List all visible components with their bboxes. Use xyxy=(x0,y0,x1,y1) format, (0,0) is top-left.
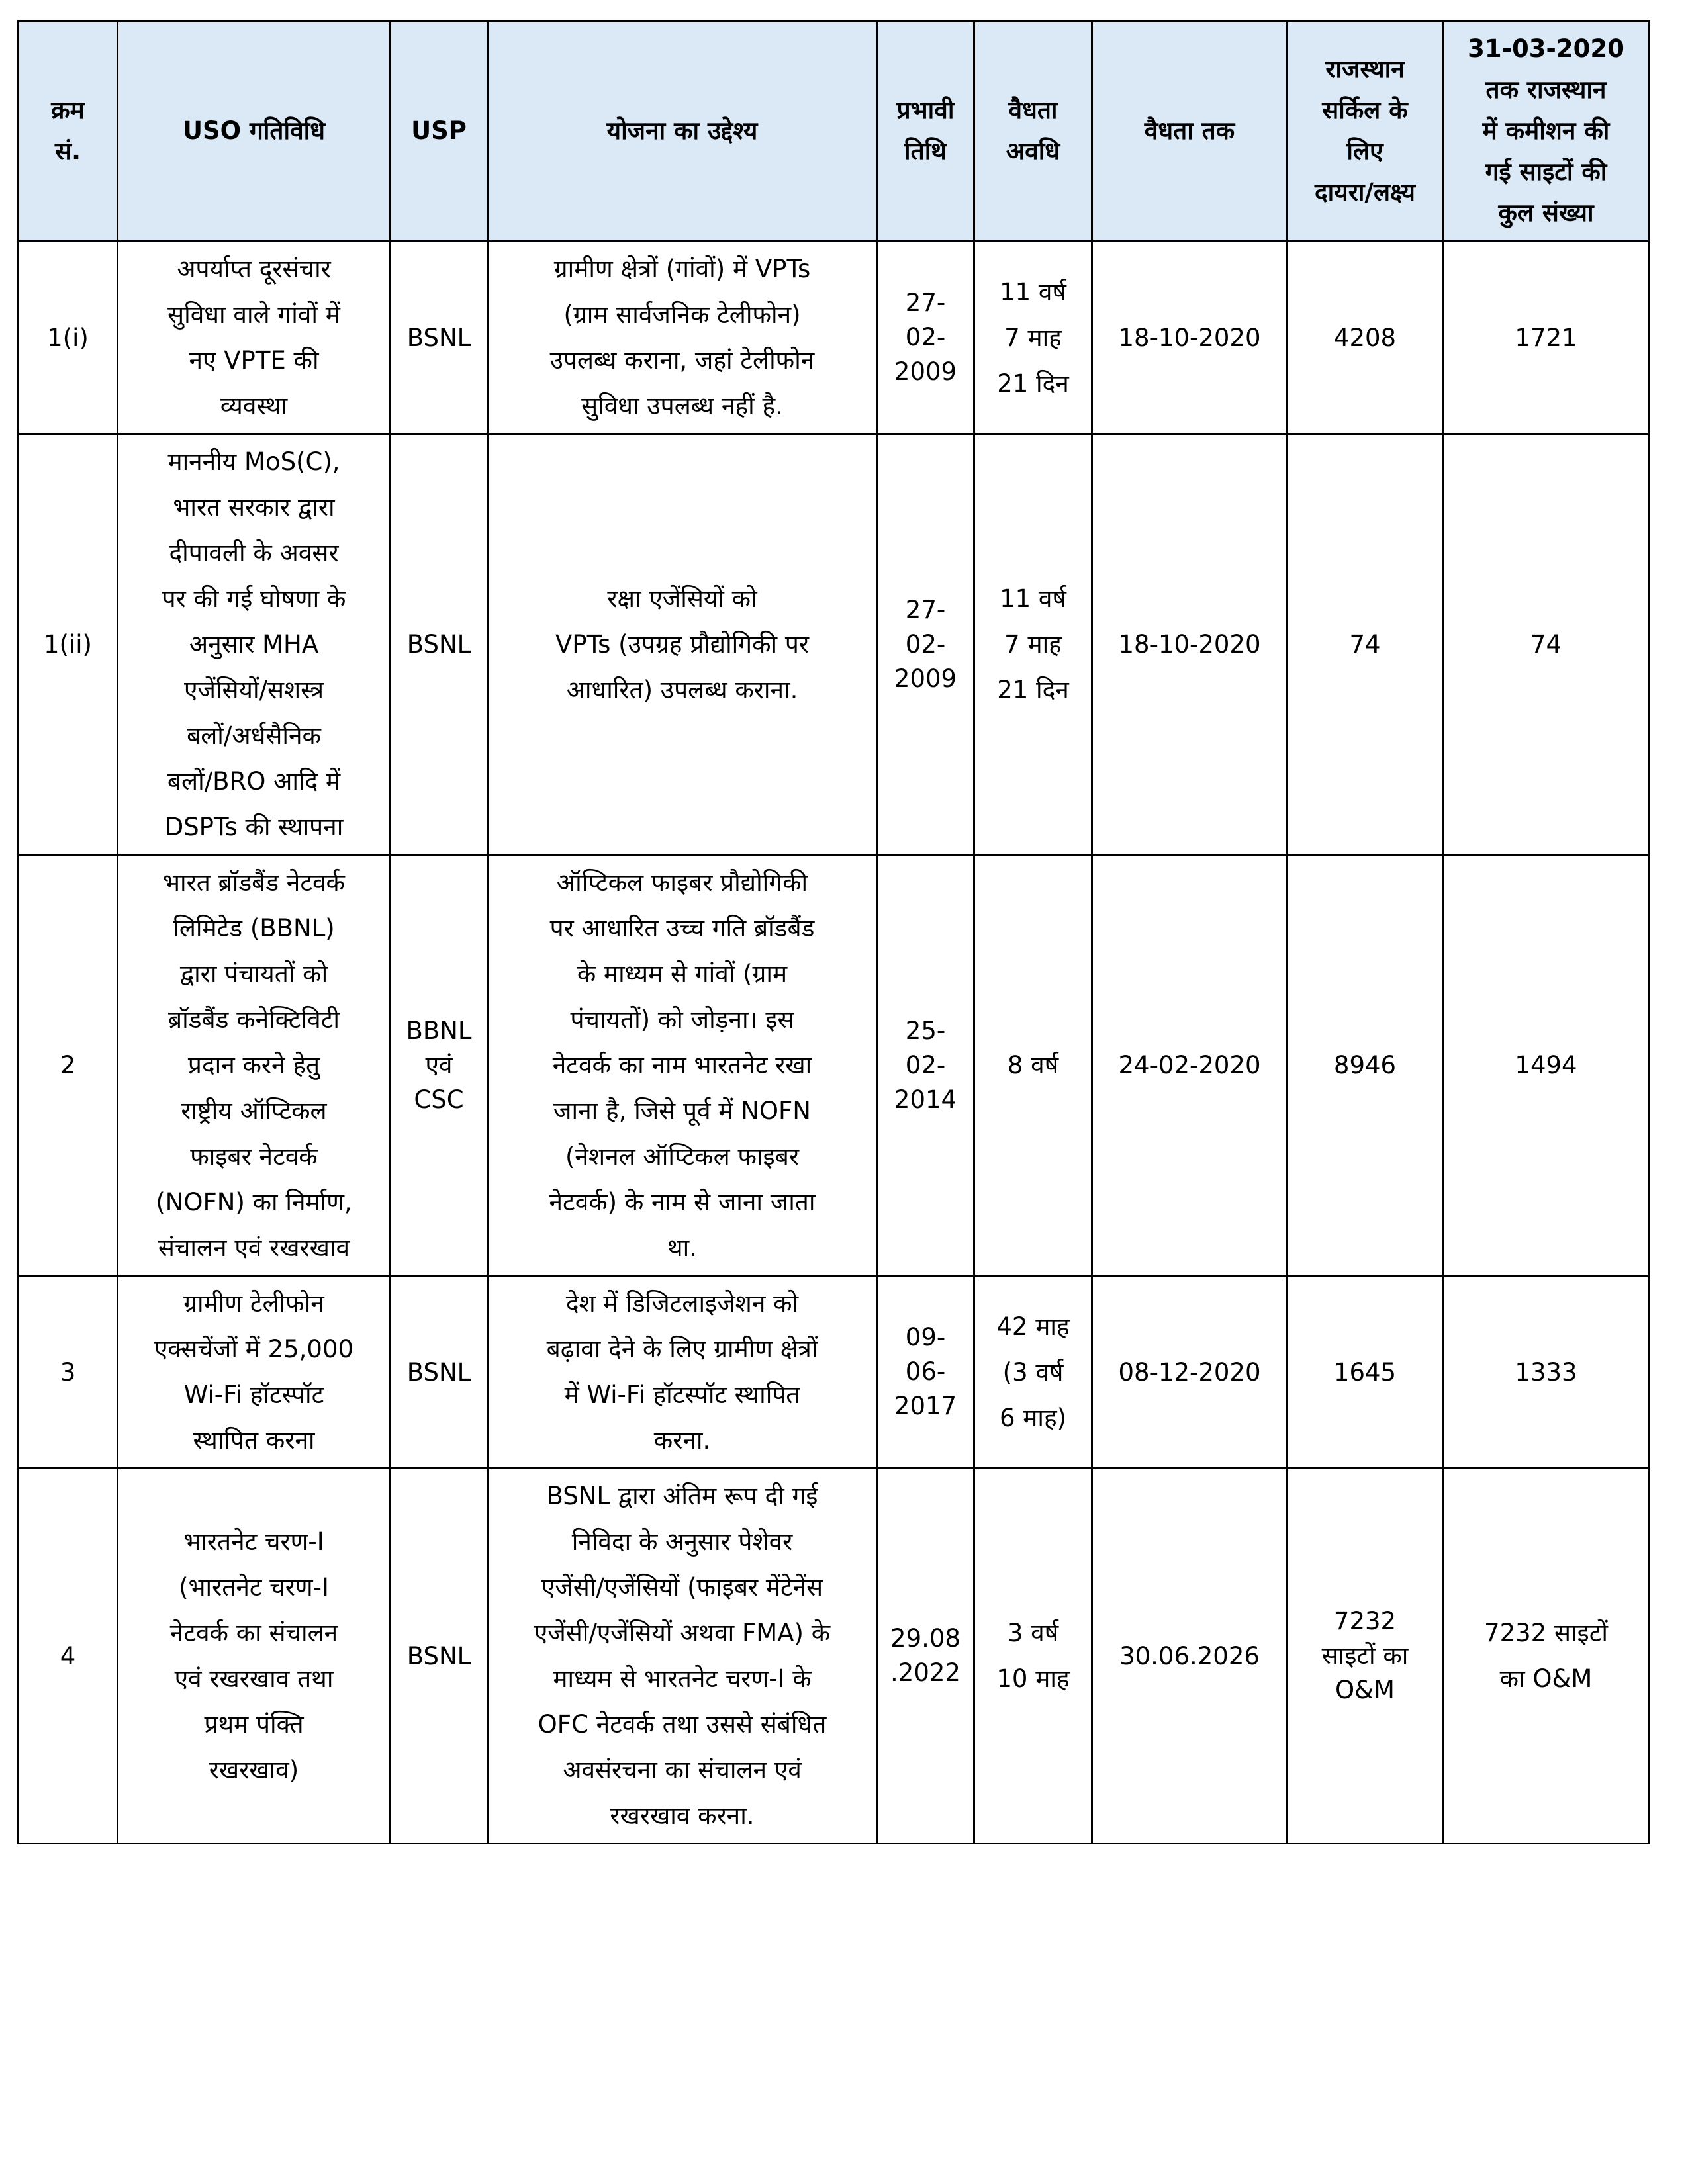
table-row xyxy=(19,1276,1650,1469)
cell-sno: 1(i) xyxy=(19,242,118,434)
cell-commissioned-sites: 74 xyxy=(1443,434,1650,855)
cell-objective: BSNL द्वारा अंतिम रूप दी गई निविदा के अनुसार पेशेवर एजेंसी/एजेंसियों (फाइबर मेंटेनेंस एजेंसी/एजेंसियों अथवा FMA) के माध्यम से भारतनेट चरण-I के OFC नेटवर्क तथा उससे संबंधित अवसंरचना का संचालन एवं रखरखाव करना. xyxy=(488,1469,877,1844)
cell-effective-date: 09- 06- 2017 xyxy=(877,1276,974,1469)
header-valid-till: वैधता तक xyxy=(1092,21,1288,242)
cell-usp: BSNL xyxy=(391,434,488,855)
cell-activity: ग्रामीण टेलीफोन एक्सचेंजों में 25,000 Wi-Fi हॉटस्पॉट स्थापित करना xyxy=(118,1276,391,1469)
cell-objective: ग्रामीण क्षेत्रों (गांवों) में VPTs (ग्राम सार्वजनिक टेलीफोन) उपलब्ध कराना, जहां टेलीफोन सुविधा उपलब्ध नहीं है. xyxy=(488,242,877,434)
cell-activity: भारतनेट चरण-I (भारतनेट चरण-I नेटवर्क का संचालन एवं रखरखाव तथा प्रथम पंक्ति रखरखाव) xyxy=(118,1469,391,1844)
cell-effective-date: 29.08 .2022 xyxy=(877,1469,974,1844)
cell-valid-till: 30.06.2026 xyxy=(1092,1469,1288,1844)
cell-validity-duration: 3 वर्ष 10 माह xyxy=(974,1469,1092,1844)
cell-sno: 1(ii) xyxy=(19,434,118,855)
cell-usp: BSNL xyxy=(391,1469,488,1844)
cell-commissioned-sites: 1333 xyxy=(1443,1276,1650,1469)
cell-commissioned-sites: 1721 xyxy=(1443,242,1650,434)
header-activity: USO गतिविधि xyxy=(118,21,391,242)
cell-valid-till: 18-10-2020 xyxy=(1092,434,1288,855)
table-header xyxy=(19,21,1650,242)
cell-commissioned-sites: 7232 साइटों का O&M xyxy=(1443,1469,1650,1844)
cell-scope-target: 1645 xyxy=(1288,1276,1443,1469)
cell-sno: 3 xyxy=(19,1276,118,1469)
table-row xyxy=(19,855,1650,1276)
header-usp: USP xyxy=(391,21,488,242)
cell-sno: 2 xyxy=(19,855,118,1276)
cell-valid-till: 08-12-2020 xyxy=(1092,1276,1288,1469)
cell-effective-date: 27- 02- 2009 xyxy=(877,434,974,855)
cell-valid-till: 18-10-2020 xyxy=(1092,242,1288,434)
cell-scope-target: 8946 xyxy=(1288,855,1443,1276)
cell-valid-till: 24-02-2020 xyxy=(1092,855,1288,1276)
cell-scope-target: 7232 साइटों का O&M xyxy=(1288,1469,1443,1844)
cell-usp: BSNL xyxy=(391,1276,488,1469)
cell-scope-target: 4208 xyxy=(1288,242,1443,434)
cell-validity-duration: 8 वर्ष xyxy=(974,855,1092,1276)
cell-commissioned-sites: 1494 xyxy=(1443,855,1650,1276)
cell-activity: भारत ब्रॉडबैंड नेटवर्क लिमिटेड (BBNL) द्वारा पंचायतों को ब्रॉडबैंड कनेक्टिविटी प्रदान करने हेतु राष्ट्रीय ऑप्टिकल फाइबर नेटवर्क (NOFN) का निर्माण, संचालन एवं रखरखाव xyxy=(118,855,391,1276)
table-row xyxy=(19,434,1650,855)
cell-effective-date: 25- 02- 2014 xyxy=(877,855,974,1276)
header-validity-duration: वैधता अवधि xyxy=(974,21,1092,242)
cell-sno: 4 xyxy=(19,1469,118,1844)
table-row xyxy=(19,1469,1650,1844)
cell-usp: BBNL एवं CSC xyxy=(391,855,488,1276)
cell-validity-duration: 11 वर्ष 7 माह 21 दिन xyxy=(974,434,1092,855)
cell-effective-date: 27- 02- 2009 xyxy=(877,242,974,434)
cell-activity: माननीय MoS(C), भारत सरकार द्वारा दीपावली के अवसर पर की गई घोषणा के अनुसार MHA एजेंसियों/सशस्त्र बलों/अर्धसैनिक बलों/BRO आदि में DSPTs की स्थापना xyxy=(118,434,391,855)
cell-objective: ऑप्टिकल फाइबर प्रौद्योगिकी पर आधारित उच्च गति ब्रॉडबैंड के माध्यम से गांवों (ग्राम पंचायतों) को जोड़ना। इस नेटवर्क का नाम भारतनेट रखा जाना है, जिसे पूर्व में NOFN (नेशनल ऑप्टिकल फाइबर नेटवर्क) के नाम से जाना जाता था. xyxy=(488,855,877,1276)
header-effective-date: प्रभावी तिथि xyxy=(877,21,974,242)
header-scope-target: राजस्थान सर्किल के लिए दायरा/लक्ष्य xyxy=(1288,21,1443,242)
cell-objective: रक्षा एजेंसियों को VPTs (उपग्रह प्रौद्योगिकी पर आधारित) उपलब्ध कराना. xyxy=(488,434,877,855)
uso-activities-table xyxy=(17,20,1650,1844)
cell-validity-duration: 11 वर्ष 7 माह 21 दिन xyxy=(974,242,1092,434)
cell-scope-target: 74 xyxy=(1288,434,1443,855)
cell-usp: BSNL xyxy=(391,242,488,434)
cell-activity: अपर्याप्त दूरसंचार सुविधा वाले गांवों में नए VPTE की व्यवस्था xyxy=(118,242,391,434)
header-commissioned-sites: 31-03-2020 तक राजस्थान में कमीशन की गई साइटों की कुल संख्या xyxy=(1443,21,1650,242)
header-objective: योजना का उद्देश्य xyxy=(488,21,877,242)
cell-validity-duration: 42 माह (3 वर्ष 6 माह) xyxy=(974,1276,1092,1469)
header-sno: क्रम सं. xyxy=(19,21,118,242)
table-row xyxy=(19,242,1650,434)
cell-objective: देश में डिजिटलाइजेशन को बढ़ावा देने के लिए ग्रामीण क्षेत्रों में Wi-Fi हॉटस्पॉट स्थापित करना. xyxy=(488,1276,877,1469)
